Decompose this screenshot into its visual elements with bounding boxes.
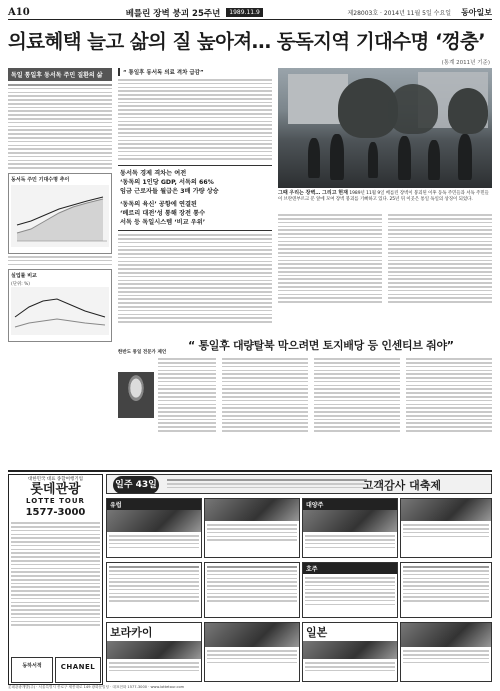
issue-info: 제28003호 · 2014년 11월 5일 수요일 [347, 10, 452, 17]
pull-line-2: ‘동독의 1인당 GDP, 서독의 66% [120, 179, 214, 186]
ad-cell-2[interactable] [204, 498, 300, 558]
pull-line-6: 서독 등 독일시스템 ‘비교 우위’ [120, 219, 206, 226]
ad-cell-8[interactable] [400, 562, 492, 618]
top-banner[interactable] [106, 474, 492, 494]
ad-japan[interactable] [302, 622, 398, 682]
ad-boracay-title: 보라카이 [110, 626, 153, 639]
chart2-title: 실업률 비교 [11, 273, 37, 280]
ad-japan-title: 일본 [306, 626, 328, 639]
right-article-col-2 [388, 212, 492, 305]
ad-oceania-title: 대양주 [303, 499, 397, 510]
banner-filler [167, 477, 367, 491]
life-expectancy-chart [8, 173, 112, 254]
lotte-tagline: 대한민국 대표 종합여행기업 [27, 477, 84, 482]
lotte-tour-ad[interactable] [8, 474, 103, 685]
unemployment-chart [8, 269, 112, 342]
ad-australia[interactable] [302, 562, 398, 618]
expert-label: 한반도 통일 전문가 제언 [118, 350, 167, 355]
unemployment-graphic [11, 287, 109, 335]
lotte-name: 롯데관광 [30, 482, 81, 497]
chart1-title: 동서독 주민 기대수명 추이 [11, 176, 70, 183]
photo-caption-text: 1989년 11월 9일 베를린 장벽이 붕괴된 이후 동독 주민들과 서독 주민들이 브란덴부르크 문 앞에 모여 장벽 붕괴를 기뻐하고 있다. 25년 뒤 이곳은 통일 독일의 상징이 되었다. [278, 191, 489, 202]
second-col-2 [222, 356, 308, 434]
life-expectancy-graphic [11, 185, 109, 247]
middle-column [118, 68, 272, 236]
chanel-ad[interactable]: CHANEL [55, 657, 101, 683]
main-headline: 의료혜택 늘고 삶의 질 높아져… 동독지역 기대수명 ‘껑충’ [8, 30, 486, 53]
photo-caption-title: 그때 우리는 장벽… 그리고 현재 [278, 190, 348, 196]
second-col-1 [158, 356, 216, 434]
ad-australia-title: 호주 [303, 563, 397, 574]
photo-caption [278, 191, 492, 202]
ad-cell-12[interactable] [400, 622, 492, 682]
chart2-unit: (단위: %) [11, 282, 30, 288]
dongha-ad[interactable]: 동하서적 [11, 657, 53, 683]
ad-europe-title: 유럽 [107, 499, 201, 510]
left-column [8, 68, 112, 468]
lotte-english: LOTTE TOUR [26, 497, 85, 505]
left-text-2 [8, 256, 112, 265]
left-column-tag: 독일 통일후 동서독 주민 질환의 삶 [8, 68, 112, 81]
ad-cell-10[interactable] [204, 622, 300, 682]
ad-oceania[interactable] [302, 498, 398, 558]
ad-footer: 롯데관광개발(주) · 서울특별시 종로구 세종대로 149 광화문빌딩 · 대표전화 1577-3000 · www.lottetour.com [8, 685, 185, 689]
ad-cell-5[interactable] [106, 562, 202, 618]
ad-europe[interactable] [106, 498, 202, 558]
second-col-4 [406, 356, 492, 434]
series-title: 베를린 장벽 붕괴 25주년 [125, 8, 221, 19]
mid-subhead: “ 통일후 동서독 의료 격차 급감” [118, 68, 272, 76]
ad-divider [8, 470, 492, 472]
expert-portrait [118, 372, 154, 418]
pull-line-5: ‘베르리 대전’성 통해 장전 통수 [120, 210, 206, 217]
page-number: A10 [8, 7, 30, 18]
berlin-street-photo [278, 68, 492, 188]
banner-stamp: 일주 43일 [113, 476, 159, 494]
masthead [8, 6, 492, 20]
pull-quote-box [118, 165, 272, 231]
banner-headline: 고객감사 대축제 [362, 479, 441, 492]
date-badge: 1989.11.9 [226, 8, 263, 17]
mid-body-1 [118, 79, 272, 160]
pull-line-3: 임금 근로자들 월급은 3배 가량 상승 [120, 188, 219, 195]
second-headline: “ 통일후 대량탈북 막으려면 토지배당 등 인센티브 줘야” [188, 339, 454, 352]
lotte-phone: 1577-3000 [25, 507, 86, 518]
left-article-body [8, 84, 112, 169]
headline-credit: (통계 2011년 기준) [441, 60, 490, 66]
mid-body-2 [118, 232, 272, 325]
pull-line-1: 동서독 경제 격차는 여전 [120, 170, 187, 177]
second-col-3 [314, 356, 400, 434]
ad-cell-6[interactable] [204, 562, 300, 618]
pull-line-4: ‘동독의 육신’ 공항에 연결된 [120, 201, 197, 208]
ad-boracay[interactable] [106, 622, 202, 682]
ad-cell-4[interactable] [400, 498, 492, 558]
advertisement-area [8, 474, 492, 685]
newspaper-brand: 동아일보 [461, 7, 492, 17]
right-article-col-1 [278, 212, 382, 305]
